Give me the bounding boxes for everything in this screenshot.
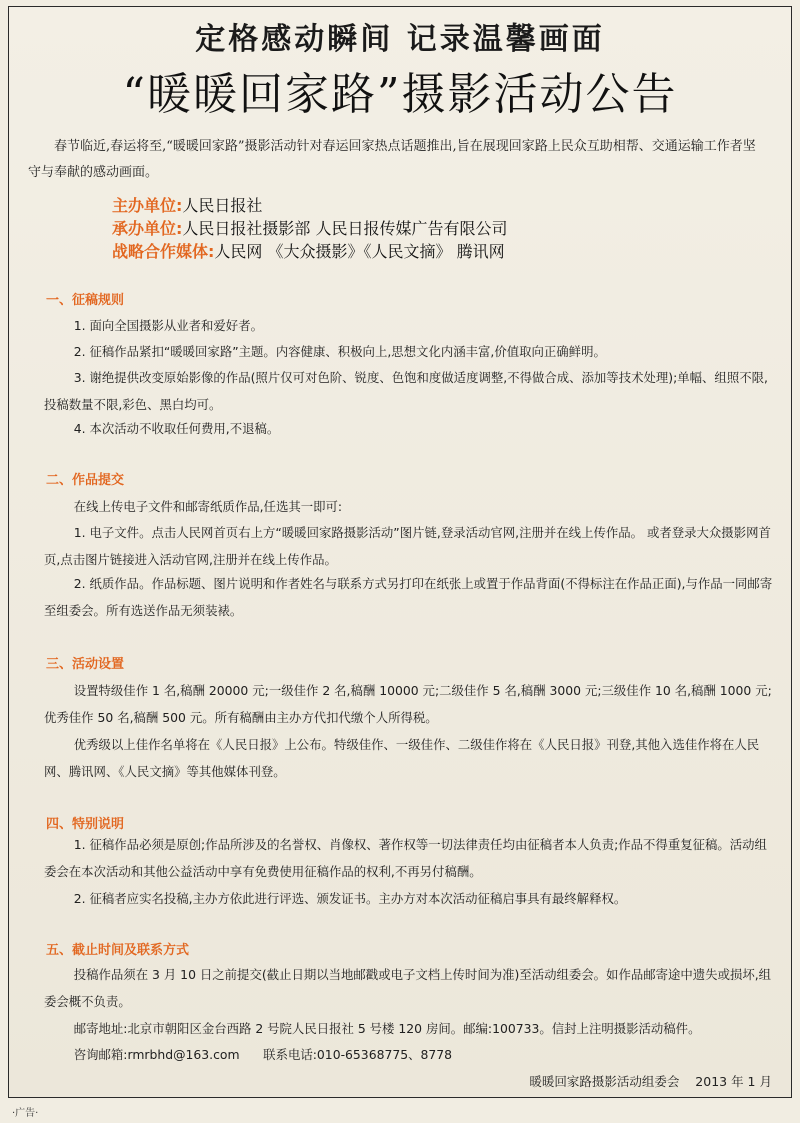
organizer-row-media <box>112 240 508 263</box>
organizer-row-host <box>112 194 508 217</box>
section-title-notes: 四、特别说明 <box>46 817 125 832</box>
organizer-label: 战略合作媒体: <box>112 242 215 261</box>
submission-item-1: 1. 电子文件。点击人民网首页右上方“暖暖回家路摄影活动”图片链,登录活动官网,注册并在线上传作品。 或者登录大众摄影网首页,点击图片链接进入活动官网,注册并在线上传作品。 <box>44 525 771 567</box>
awards-paragraph-1: 设置特级佳作 1 名,稿酬 20000 元;一级佳作 2 名,稿酬 10000 元;二级佳作 5 名,稿酬 3000 元;三级佳作 10 名,稿酬 1000 元;优秀佳作 50 名,稿酬 500 元。所有稿酬由主办方代扣代缴个人所得税。 <box>44 683 772 725</box>
organizer-label: 主办单位: <box>112 196 183 215</box>
mailing-address: 邮寄地址:北京市朝阳区金台西路 2 号院人民日报社 5 号楼 120 房间。邮编:100733。信封上注明摄影活动稿件。 <box>73 1021 701 1036</box>
submission-item-2: 2. 纸质作品。作品标题、图片说明和作者姓名与联系方式另打印在纸张上或置于作品背面(不得标注在作品正面),与作品一同邮寄至组委会。所有选送作品无须装裱。 <box>44 576 773 618</box>
contact-info: 咨询邮箱:rmrbhd@163.com 联系电话:010-65368775、8778 <box>73 1047 453 1062</box>
rules-item-1: 1. 面向全国摄影从业者和爱好者。 <box>73 318 263 333</box>
organizer-list <box>112 194 508 263</box>
headline-title: “暖暖回家路”摄影活动公告 <box>122 69 678 120</box>
deadline-paragraph: 投稿作品须在 3 月 10 日之前提交(截止日期以当地邮戳或电子文档上传时间为准)至活动组委会。如作品邮寄途中遗失或损坏,组委会概不负责。 <box>44 967 772 1009</box>
ad-mark: ·广告· <box>12 1108 39 1119</box>
awards-paragraph-2: 优秀级以上佳作名单将在《人民日报》上公布。特级佳作、一级佳作、二级佳作将在《人民日报》刊登,其他入选佳作将在人民网、腾讯网、《人民文摘》等其他媒体刊登。 <box>44 737 760 779</box>
rules-item-2: 2. 征稿作品紧扣“暖暖回家路”主题。内容健康、积极向上,思想文化内涵丰富,价值取向正确鲜明。 <box>73 344 606 359</box>
submission-intro: 在线上传电子文件和邮寄纸质作品,任选其一即可: <box>73 499 343 514</box>
rules-item-3: 3. 谢绝提供改变原始影像的作品(照片仅可对色阶、锐度、色饱和度做适度调整,不得做合成、添加等技术处理);单幅、组照不限,投稿数量不限,彩色、黑白均可。 <box>44 370 768 412</box>
notes-item-2: 2. 征稿者应实名投稿,主办方依此进行评选、颁发证书。主办方对本次活动征稿启事具有最终解释权。 <box>73 891 627 906</box>
section-title-rules: 一、征稿规则 <box>46 293 125 308</box>
section-title-awards: 三、活动设置 <box>46 657 125 672</box>
signature: 暖暖回家路摄影活动组委会 2013 年 1 月 <box>529 1074 772 1089</box>
headline-slogan: 定格感动瞬间 记录温馨画面 <box>195 22 605 57</box>
organizer-value: 人民日报社 <box>182 196 263 215</box>
notes-item-1: 1. 征稿作品必须是原创;作品所涉及的名誉权、肖像权、著作权等一切法律责任均由征稿者本人负责;作品不得重复征稿。活动组委会在本次活动和其他公益活动中享有免费使用征稿作品的权利,不再另付稿酬。 <box>44 837 767 879</box>
organizer-value: 人民网 《大众摄影》《人民文摘》 腾讯网 <box>214 242 505 261</box>
organizer-row-undertaker <box>112 217 508 240</box>
rules-item-4: 4. 本次活动不收取任何费用,不退稿。 <box>73 421 280 436</box>
intro-paragraph: 春节临近,春运将至,“暖暖回家路”摄影活动针对春运回家热点话题推出,旨在展现回家路上民众互助相帮、交通运输工作者坚守与奉献的感动画面。 <box>28 139 756 180</box>
section-title-deadline: 五、截止时间及联系方式 <box>46 943 190 958</box>
organizer-label: 承办单位: <box>112 219 183 238</box>
section-title-submission: 二、作品提交 <box>46 473 125 488</box>
organizer-value: 人民日报社摄影部 人民日报传媒广告有限公司 <box>182 219 508 238</box>
